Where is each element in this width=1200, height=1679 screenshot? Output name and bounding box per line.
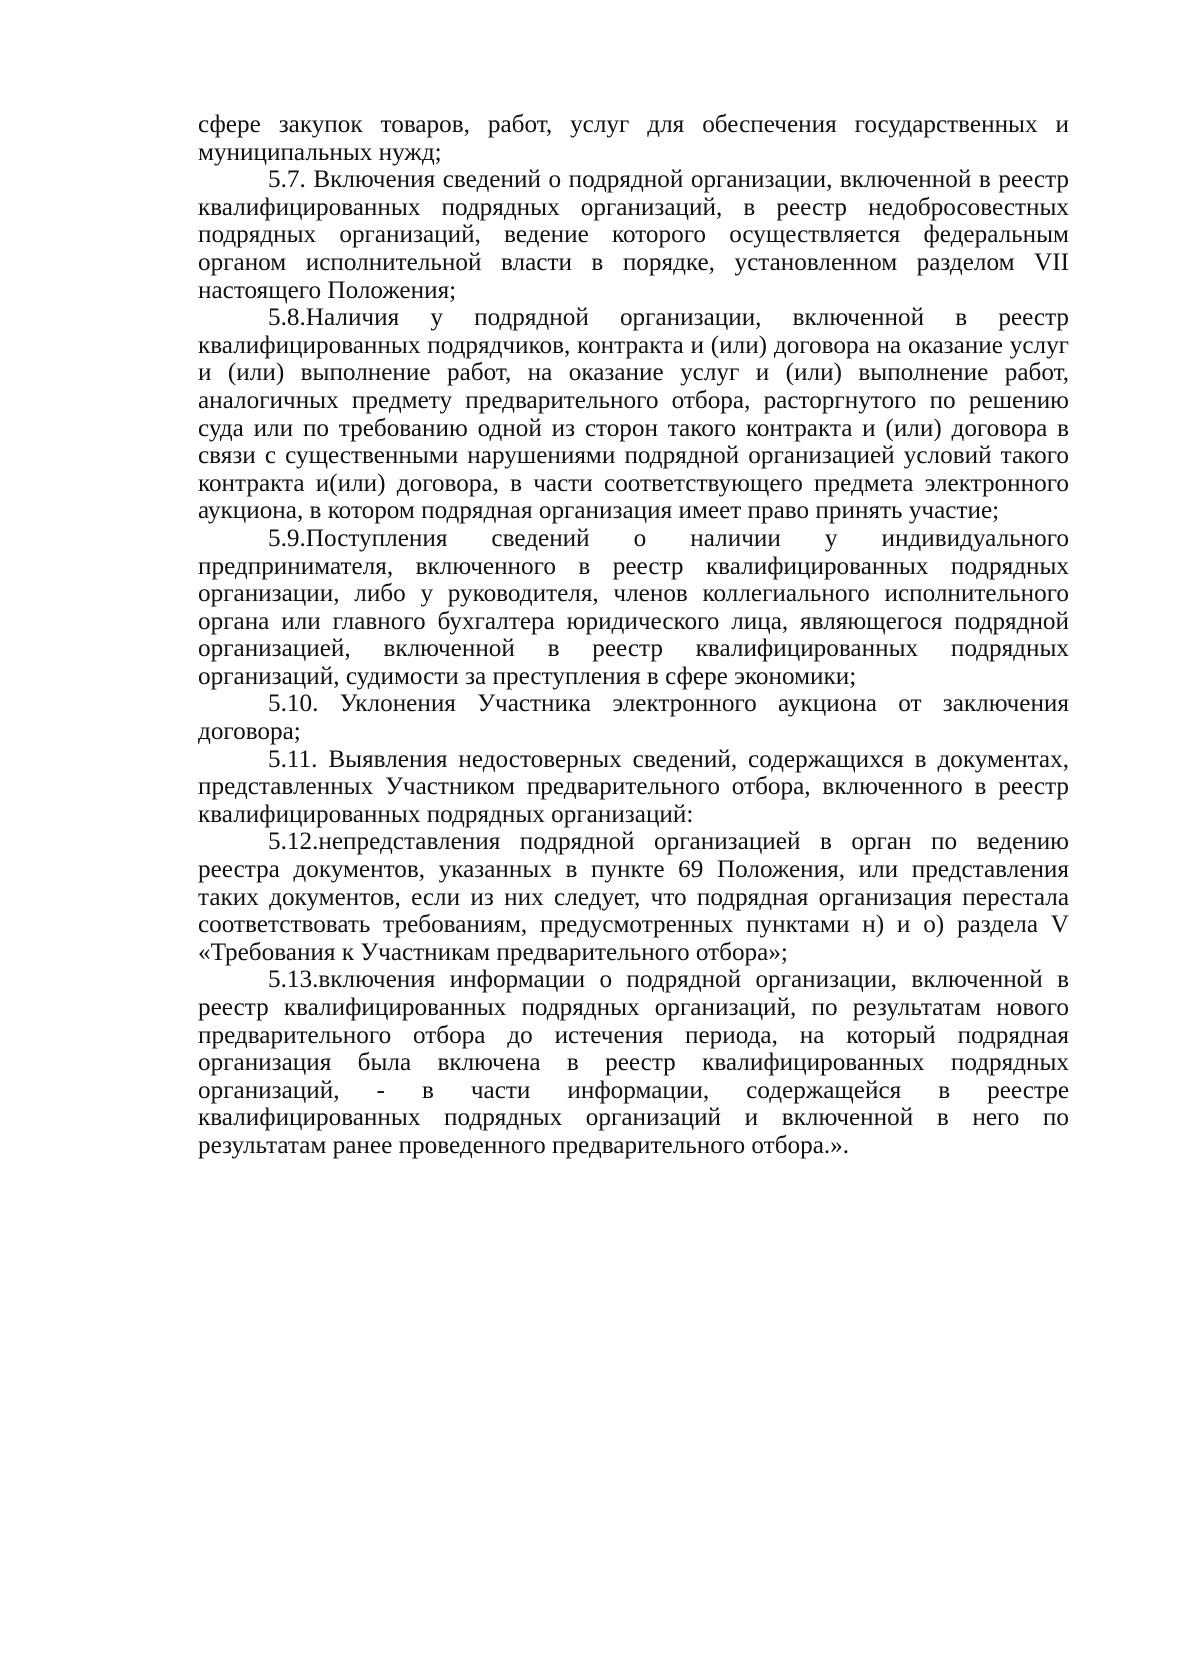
paragraph-5-13: 5.13.включения информации о подрядной организации, включенной в реестр квалифицированных подрядных организаций, по результатам нового предварительного отбора до истечения периода, на который подрядная организация была включена в реестр квалифицированных подрядных организаций, - в части информации, содержащейся в реестре квалифицированных подрядных организаций и включенной в него по результатам ранее проведенного предварительного отбора.». — [198, 966, 1069, 1159]
document-body — [198, 111, 1069, 1160]
paragraph-5-8: 5.8.Наличия у подрядной организации, включенной в реестр квалифицированных подрядчиков, контракта и (или) договора на оказание услуг и (или) выполнение работ, на оказание услуг и (или) выполнение работ, аналогичных предмету предварительного отбора, расторгнутого по решению суда или по требованию одной из сторон такого контракта и (или) договора в связи с существенными нарушениями подрядной организацией условий такого контракта и(или) договора, в части соответствующего предмета электронного аукциона, в котором подрядная организация имеет право принять участие; — [198, 304, 1069, 525]
paragraph-continuation: сфере закупок товаров, работ, услуг для обеспечения государственных и муниципальных нужд; — [198, 111, 1069, 166]
paragraph-5-9: 5.9.Поступления сведений о наличии у индивидуального предпринимателя, включенного в реестр квалифицированных подрядных организации, либо у руководителя, членов коллегиального исполнительного органа или главного бухгалтера юридического лица, являющегося подрядной организацией, включенной в реестр квалифицированных подрядных организаций, судимости за преступления в сфере экономики; — [198, 524, 1069, 690]
paragraph-5-7: 5.7. Включения сведений о подрядной организации, включенной в реестр квалифицированных подрядных организаций, в реестр недобросовестных подрядных организаций, ведение которого осуществляется федеральным органом исполнительной власти в порядке, установленном разделом VII настоящего Положения; — [198, 166, 1069, 304]
paragraph-5-10: 5.10. Уклонения Участника электронного аукциона от заключения договора; — [198, 690, 1069, 746]
paragraph-5-12: 5.12.непредставления подрядной организацией в орган по ведению реестра документов, указанных в пункте 69 Положения, или представления таких документов, если из них следует, что подрядная организация перестала соответствовать требованиям, предусмотренных пунктами н) и о) раздела V «Требования к Участникам предварительного отбора»; — [198, 828, 1069, 966]
paragraph-5-11: 5.11. Выявления недостоверных сведений, содержащихся в документах, представленных Участником предварительного отбора, включенного в реестр квалифицированных подрядных организаций: — [198, 745, 1069, 828]
